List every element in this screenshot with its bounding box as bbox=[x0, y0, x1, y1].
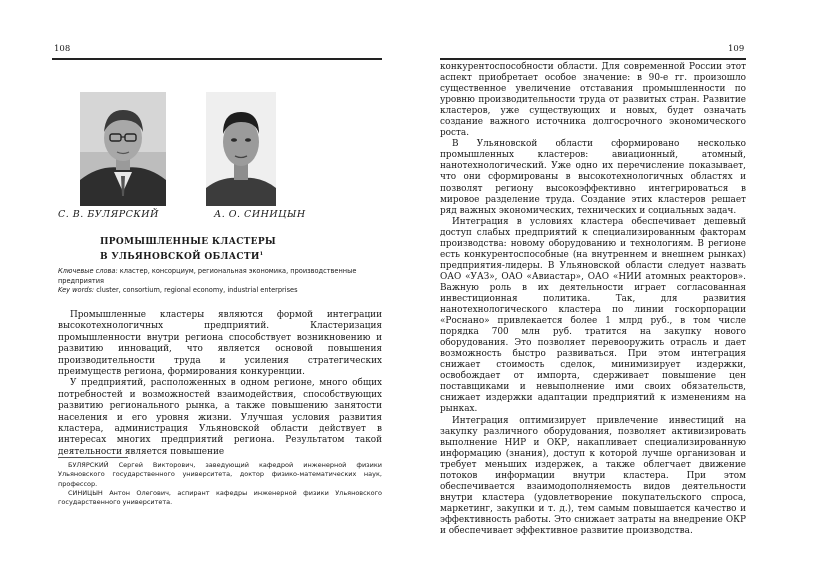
author-photo-2-image bbox=[206, 92, 276, 206]
author-photo-1-image bbox=[80, 92, 166, 206]
header-rule-right bbox=[440, 58, 746, 60]
footnote-rule bbox=[58, 457, 128, 458]
page-number-right: 109 bbox=[728, 44, 745, 54]
article-title-line2-wrap bbox=[100, 248, 276, 263]
right-paragraph-3: Интеграция в условиях кластера обеспечивает дешевый доступ слабых предприятий к специализированным факторам производства: новому оборудованию и технологиям. В регионе есть конкурентоспособные (на внутреннем и внешнем рынках) предприятия-лидеры. В Ульяновской области следует назвать ОАО «УАЗ», ОАО «Авиастар», ОАО «НИИ атомных реакторов». Важную роль в их деятельности играет согласованная инвестиционная политика. Так, для развития нанотехнологического кластера по линии госкорпорации «Роснано» привлекается более 1 млрд руб., в том числе порядка 700 млн руб. тратится на закупку нового оборудования. Это позволяет перевооружить отрасль и дает возможность быстро развиваться. При этом интеграция снижает стоимость сделок, минимизирует издержки, освобождает от импорта, сдерживает повышение цен поставщиками и невыполнение ими своих обязательств, снижает издержки адаптации предприятий к изменениям на рынках. bbox=[440, 216, 746, 415]
left-paragraph-2: У предприятий, расположенных в одном регионе, много общих потребностей и возможностей взаимодействия, способствующих развитию регионального рынка, а также повышению занятости населения и его уровня жизни. Улучшая условия развития кластера, администрация Ульяновской области действует в интересах многих предприятий региона. Результатом такой деятельности является повышение bbox=[58, 378, 382, 457]
page-number-left: 108 bbox=[54, 44, 71, 54]
right-paragraph-1: конкурентоспособности области. Для современной России этот аспект приобретает особое значение: в 90-е гг. произошло существенное увеличение отставания промышленности по уровню производительности труда от развитых стран. Развитие кластеров, уже существующих и новых, будет означать создание важного источника долгосрочного экономического роста. bbox=[440, 62, 746, 139]
footnote-1: БУЛЯРСКИЙ Сергей Викторович, заведующий кафедрой инженерной физики Ульяновского государственного университета, доктор физико-математических наук, профессор. bbox=[58, 461, 382, 488]
footnote-2: СИНИЦЫН Антон Олегович, аспирант кафедры инженерной физики Ульяновского государственного университета. bbox=[58, 488, 382, 507]
keywords-ru-label: Ключевые слова: bbox=[58, 267, 118, 275]
keywords-block bbox=[58, 267, 382, 296]
right-body-text bbox=[440, 62, 746, 537]
keywords-en-text: cluster, consortium, regional economy, industrial enterprises bbox=[96, 286, 298, 294]
author-name-2: А. О. СИНИЦЫН bbox=[214, 209, 306, 220]
keywords-en bbox=[58, 286, 382, 296]
article-title-line2: В УЛЬЯНОВСКОЙ ОБЛАСТИ bbox=[100, 252, 260, 262]
keywords-ru-text: кластер, консорциум, региональная экономика, производственные предприятия bbox=[58, 267, 357, 285]
right-paragraph-4: Интеграция оптимизирует привлечение инвестиций на закупку различного оборудования, позволяет активизировать выполнение НИР и ОКР, накапливает специализированную информацию (знания), доступ к которой лучше организован и требует меньших издержек, а также облегчает движение потоков информации внутри кластера. При этом обеспечивается взаимодополняемость видов деятельности внутри кластера (удовлетворение покупательского спроса, маркетинг, закупки и т. д.), тем самым повышается качество и эффективность работы. Это снижает затраты на внедрение ОКР и обеспечивает эффективное развитие производства. bbox=[440, 415, 746, 536]
article-title-line1: ПРОМЫШЛЕННЫЕ КЛАСТЕРЫ bbox=[100, 237, 277, 247]
author-photo-2 bbox=[206, 92, 276, 206]
article-title bbox=[100, 236, 276, 263]
author-name-1: С. В. БУЛЯРСКИЙ bbox=[58, 209, 159, 220]
title-footnote-mark: 1 bbox=[259, 251, 264, 257]
footnotes bbox=[58, 461, 382, 507]
keywords-en-label: Key words: bbox=[58, 286, 95, 294]
left-body-text bbox=[58, 310, 382, 458]
right-page bbox=[410, 0, 820, 580]
right-paragraph-2: В Ульяновской области сформировано несколько промышленных кластеров: авиационный, атомный, нанотехнологический. Уже одно их перечисление показывает, что они сформированы в высокотехнологичных областях и позволят региону высокоэффективно интегрироваться в мировое разделение труда. Создание этих кластеров решает ряд важных экономических, технических и социальных задач. bbox=[440, 139, 746, 216]
left-paragraph-1: Промышленные кластеры являются формой интеграции высокотехнологичных предприятий. Кластеризация промышленности внутри региона способствует возникновению и развитию инноваций, что является основой повышения производительности труда и усиления стратегических преимуществ региона, формирования конкуренции. bbox=[58, 310, 382, 378]
header-rule-left bbox=[52, 58, 382, 60]
author-photo-1 bbox=[80, 92, 166, 206]
keywords-ru bbox=[58, 267, 382, 286]
